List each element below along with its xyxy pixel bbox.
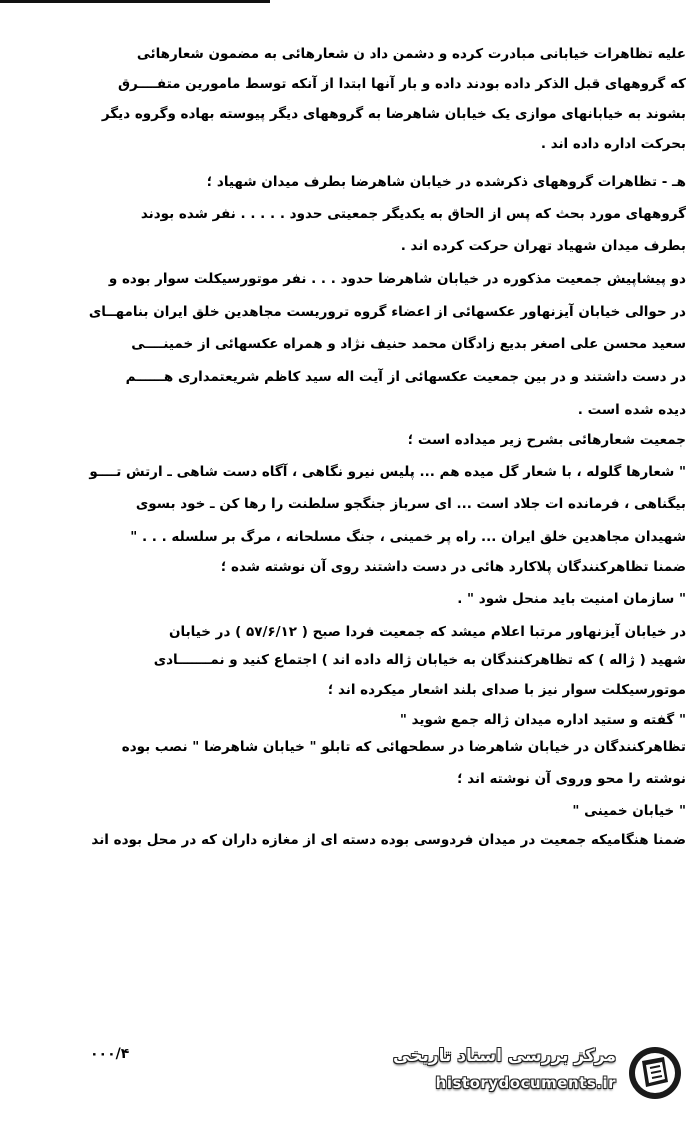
document-line: " خیابان خمینی " — [572, 803, 686, 819]
document-line: دیده شده است . — [577, 402, 686, 418]
document-line: ضمنا هنگامیکه جمعیت در میدان فردوسی بوده دسته ای از مغازه داران که در محل بوده اند — [91, 832, 686, 848]
document-line: موتورسیکلت سوار نیز با صدای بلند اشعار میکرده اند ؛ — [327, 682, 686, 698]
page-number: ۰۰۰/۴ — [90, 1046, 130, 1062]
document-line: گروههای مورد بحث که پس از الحاق به یکدیگر جمعیتی حدود . . . . . نفر شده بودند — [140, 206, 686, 222]
scroll-logo-icon — [624, 1044, 686, 1102]
document-line: در خیابان آیزنهاور مرتبا اعلام میشد که جمعیت فردا صبح ( ۵۷/۶/۱۲ ) در خیابان — [169, 624, 686, 640]
document-line: جمعیت شعارهائی بشرح زیر میداده است ؛ — [407, 432, 686, 448]
document-line: در دست داشتند و در بین جمعیت عکسهائی از آیت اله سید کاظم شریعتمداری هــــــم — [125, 369, 686, 385]
watermark-title: مرکز بررسی اسناد تاریخی — [393, 1046, 616, 1066]
document-line: سعید محسن علی اصغر بدیع زادگان محمد حنیف نژاد و همراه عکسهائی از خمینــــی — [131, 336, 686, 352]
document-line: شهید ( ژاله ) که تظاهرکنندگان به خیابان ژاله داده اند ) اجتماع کنید و نمـــــــادی — [153, 652, 686, 668]
document-line: هـ - تظاهرات گروههای ذکرشده در خیابان شاهرضا بطرف میدان شهیاد ؛ — [206, 174, 686, 190]
document-line: علیه تظاهرات خیابانی مبادرت کرده و دشمن داد ن شعارهائی به مضمون شعارهائی — [136, 46, 686, 62]
document-line: بشوند به خیابانهای موازی یک خیابان شاهرضا به گروههای دیگر پیوسته بهاده وگروه دیگر — [101, 106, 686, 122]
document-line: نوشته را محو وروی آن نوشته اند ؛ — [457, 771, 686, 787]
document-line: " سازمان امنیت باید منحل شود " . — [457, 591, 686, 607]
document-line: بحرکت اداره داده اند . — [540, 136, 686, 152]
archive-watermark — [393, 1042, 688, 1104]
document-line: در حوالی خیابان آیزنهاور عکسهائی از اعضاء گروه تروریست مجاهدین خلق ایران بنامهــای — [88, 304, 686, 320]
document-line: " شعارها گلوله ، با شعار گل میده هم ... پلیس نیرو نگاهی ، آگاه دست شاهی ـ ارتش تــــو — [89, 464, 686, 480]
document-line: شهیدان مجاهدین خلق ایران ... راه پر خمینی ، جنگ مسلحانه ، مرگ بر سلسله . . . " — [130, 529, 686, 545]
document-line: بیگناهی ، فرمانده ات جلاد است ... ای سرباز جنگجو سلطنت را رها کن ـ خود بسوی — [135, 496, 686, 512]
document-line: " گفته و ستید اداره میدان ژاله جمع شوید " — [399, 712, 686, 728]
top-border-rule — [0, 0, 270, 3]
document-line: ضمنا تظاهرکنندگان پلاکارد هائی در دست داشتند روی آن نوشته شده ؛ — [220, 559, 686, 575]
watermark-url: historydocuments.ir — [435, 1074, 616, 1092]
document-line: دو پیشاپیش جمعیت مذکوره در خیابان شاهرضا حدود . . . نفر موتورسیکلت سوار بوده و — [108, 271, 686, 287]
document-line: که گروههای قبل الذکر داده بودند داده و بار آنها ابتدا از آنکه توسط مامورین متفــــرق — [117, 76, 686, 92]
document-line: تظاهرکنندگان در خیابان شاهرضا در سطحهائی که تابلو " خیابان شاهرضا " نصب بوده — [121, 739, 686, 755]
document-line: بطرف میدان شهیاد تهران حرکت کرده اند . — [400, 238, 686, 254]
